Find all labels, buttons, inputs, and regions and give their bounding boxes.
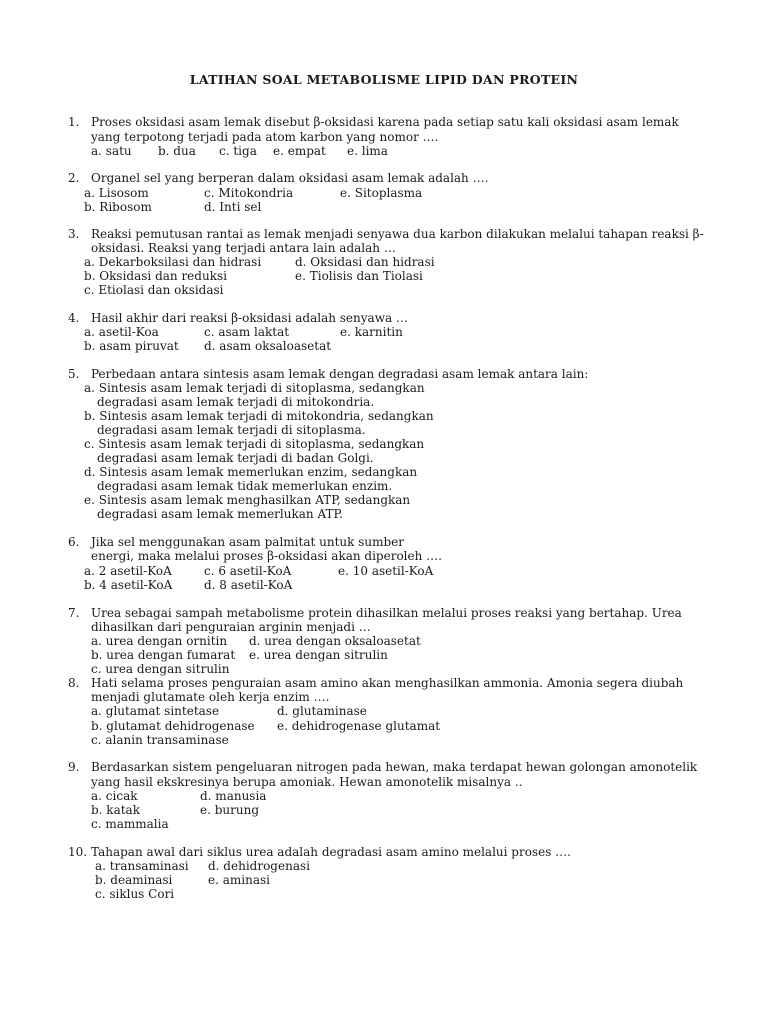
option: c. tiga xyxy=(219,144,257,158)
question-text: Urea sebagai sampah metabolisme protein dihasilkan melalui proses reaksi yang bertahap. Urea xyxy=(91,606,682,620)
question-text: Reaksi pemutusan rantai as lemak menjadi senyawa dua karbon dilakukan melalui tahapan reaksi β- xyxy=(91,227,704,241)
question-text: menjadi glutamate oleh kerja enzim …. xyxy=(91,690,330,704)
option: e. Sintesis asam lemak menghasilkan ATP, sedangkan xyxy=(84,493,411,507)
question-number: 2. xyxy=(68,171,80,185)
option: e. empat xyxy=(273,144,326,158)
option: c. urea dengan sitrulin xyxy=(91,662,230,676)
option: c. Mitokondria xyxy=(204,186,294,200)
option: d. Inti sel xyxy=(204,200,262,214)
option: d. glutaminase xyxy=(277,704,367,718)
option: e. burung xyxy=(200,803,260,817)
option: c. siklus Cori xyxy=(95,887,175,901)
question-number: 4. xyxy=(68,311,80,325)
option: e. aminasi xyxy=(208,873,270,887)
option: e. 10 asetil-KoA xyxy=(338,564,434,578)
option: b. Oksidasi dan reduksi xyxy=(84,269,227,283)
option: e. urea dengan sitrulin xyxy=(249,648,388,662)
option: e. karnitin xyxy=(340,325,403,339)
option: a. urea dengan ornitin xyxy=(91,634,228,648)
option: c. asam laktat xyxy=(204,325,290,339)
option: b. asam piruvat xyxy=(84,339,179,353)
question-text: oksidasi. Reaksi yang terjadi antara lain adalah … xyxy=(91,241,396,255)
option: d. dehidrogenasi xyxy=(208,859,310,873)
option: b. glutamat dehidrogenase xyxy=(91,719,255,733)
option: b. Ribosom xyxy=(84,200,152,214)
option: d. manusia xyxy=(200,789,267,803)
option: d. 8 asetil-KoA xyxy=(204,578,293,592)
option: b. Sintesis asam lemak terjadi di mitokondria, sedangkan xyxy=(84,409,434,423)
option-continuation: degradasi asam lemak tidak memerlukan enzim. xyxy=(97,479,393,493)
option: e. Sitoplasma xyxy=(340,186,423,200)
question-number: 8. xyxy=(68,676,80,690)
option: e. dehidrogenase glutamat xyxy=(277,719,441,733)
question-text: Organel sel yang berperan dalam oksidasi asam lemak adalah …. xyxy=(91,171,489,185)
question-text: yang hasil ekskresinya berupa amoniak. Hewan amonotelik misalnya .. xyxy=(91,775,523,789)
option: a. 2 asetil-KoA xyxy=(84,564,172,578)
option-continuation: degradasi asam lemak terjadi di mitokondria. xyxy=(97,395,375,409)
option: d. asam oksaloasetat xyxy=(204,339,332,353)
option-continuation: degradasi asam lemak memerlukan ATP. xyxy=(97,507,343,521)
question-text: Berdasarkan sistem pengeluaran nitrogen pada hewan, maka terdapat hewan golongan amonotelik xyxy=(91,760,698,774)
option: b. urea dengan fumarat xyxy=(91,648,236,662)
option: a. Lisosom xyxy=(84,186,149,200)
option: d. Oksidasi dan hidrasi xyxy=(295,255,435,269)
option: a. satu xyxy=(91,144,132,158)
question-text: dihasilkan dari penguraian arginin menjadi … xyxy=(91,620,371,634)
option: d. Sintesis asam lemak memerlukan enzim, sedangkan xyxy=(84,465,418,479)
option: b. katak xyxy=(91,803,140,817)
option: a. asetil-Koa xyxy=(84,325,159,339)
question-text: Hati selama proses penguraian asam amino akan menghasilkan ammonia. Amonia segera diubah xyxy=(91,676,684,690)
question-number: 9. xyxy=(68,760,80,774)
option: c. 6 asetil-KoA xyxy=(204,564,292,578)
question-number: 1. xyxy=(68,115,80,129)
question-text: Proses oksidasi asam lemak disebut β-oksidasi karena pada setiap satu kali oksidasi asam lemak xyxy=(91,115,679,129)
option: a. glutamat sintetase xyxy=(91,704,220,718)
option: a. cicak xyxy=(91,789,138,803)
document-title: LATIHAN SOAL METABOLISME LIPID DAN PROTEIN xyxy=(189,72,579,87)
question-text: yang terpotong terjadi pada atom karbon yang nomor …. xyxy=(91,130,439,144)
question-number: 5. xyxy=(68,367,80,381)
option: c. mammalia xyxy=(91,817,169,831)
question-text: Tahapan awal dari siklus urea adalah degradasi asam amino melalui proses …. xyxy=(91,845,571,859)
question-number: 3. xyxy=(68,227,80,241)
question-text: Hasil akhir dari reaksi β-oksidasi adalah senyawa … xyxy=(91,311,408,325)
option-continuation: degradasi asam lemak terjadi di badan Golgi. xyxy=(97,451,374,465)
option: b. 4 asetil-KoA xyxy=(84,578,173,592)
question-number: 6. xyxy=(68,535,80,549)
option: e. lima xyxy=(347,144,388,158)
option: e. Tiolisis dan Tiolasi xyxy=(295,269,423,283)
option: a. Dekarboksilasi dan hidrasi xyxy=(84,255,262,269)
option: c. Sintesis asam lemak terjadi di sitoplasma, sedangkan xyxy=(84,437,425,451)
option: a. transaminasi xyxy=(95,859,189,873)
option-continuation: degradasi asam lemak terjadi di sitoplasma. xyxy=(97,423,366,437)
question-number: 7. xyxy=(68,606,80,620)
option: a. Sintesis asam lemak terjadi di sitoplasma, sedangkan xyxy=(84,381,425,395)
option: d. urea dengan oksaloasetat xyxy=(249,634,421,648)
question-text: Perbedaan antara sintesis asam lemak dengan degradasi asam lemak antara lain: xyxy=(91,367,589,381)
option: c. alanin transaminase xyxy=(91,733,229,747)
option: c. Etiolasi dan oksidasi xyxy=(84,283,224,297)
question-text: energi, maka melalui proses β-oksidasi akan diperoleh …. xyxy=(91,549,442,563)
option: b. dua xyxy=(158,144,196,158)
question-text: Jika sel menggunakan asam palmitat untuk sumber xyxy=(91,535,404,549)
option: b. deaminasi xyxy=(95,873,173,887)
question-number: 10. xyxy=(68,845,88,859)
